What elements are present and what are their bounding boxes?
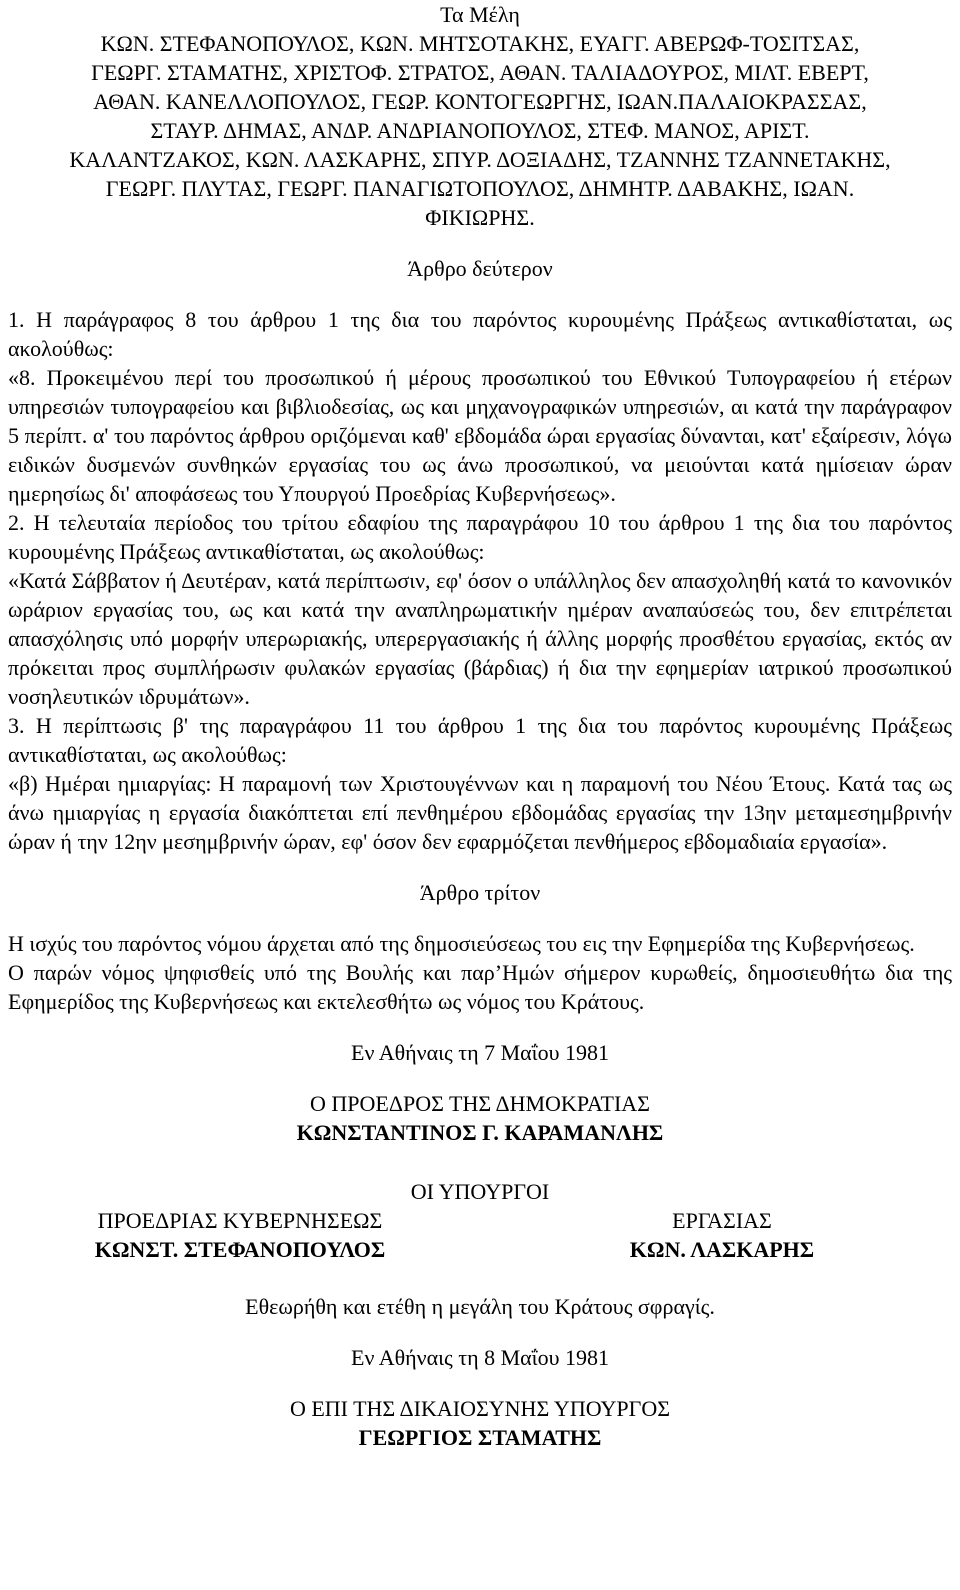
justice-minister-title: Ο ΕΠΙ ΤΗΣ ΔΙΚΑΙΟΣΥΝΗΣ ΥΠΟΥΡΓΟΣ <box>289 1396 671 1421</box>
article-2-heading: Άρθρο δεύτερον <box>407 256 553 281</box>
minister-signature-right <box>602 1206 842 1264</box>
members-line: ΦΙΚΙΩΡΗΣ. <box>425 205 535 230</box>
seal-statement: Εθεωρήθη και ετέθη η μεγάλη του Κράτους σφραγίς. <box>245 1294 715 1319</box>
members-line: ΓΕΩΡΓ. ΣΤΑΜΑΤΗΣ, ΧΡΙΣΤΟΦ. ΣΤΡΑΤΟΣ, ΑΘΑΝ. ΤΑΛΙΑΔΟΥΡΟΣ, ΜΙΛΤ. ΕΒΕΡΤ, <box>91 60 869 85</box>
members-section <box>8 0 952 232</box>
president-name: ΚΩΝΣΤΑΝΤΙΝΟΣ Γ. ΚΑΡΑΜΑΝΛΗΣ <box>296 1120 664 1145</box>
members-line: ΚΑΛΑΝΤΖΑΚΟΣ, ΚΩΝ. ΛΑΣΚΑΡΗΣ, ΣΠΥΡ. ΔΟΞΙΑΔΗΣ, ΤΖΑΝΝΗΣ ΤΖΑΝΝΕΤΑΚΗΣ, <box>69 147 891 172</box>
seal-date: Εν Αθήναις τη 8 Μαΐου 1981 <box>351 1345 609 1370</box>
minister-role: ΠΡΟΕΔΡΙΑΣ ΚΥΒΕΡΝΗΣΕΩΣ <box>97 1208 383 1233</box>
article-2-paragraph-2-intro: 2. Η τελευταία περίοδος του τρίτου εδαφίου της παραγράφου 10 του άρθρου 1 της δια του παρόντος κυρουμένης Πράξεως αντικαθίσταται, ως ακολούθως: <box>8 510 952 564</box>
article-3-heading: Άρθρο τρίτον <box>419 880 541 905</box>
article-2-paragraph-3-text: «β) Ημέραι ημιαργίας: Η παραμονή των Χριστουγέννων και η παραμονή του Νέου Έτους. Κατά τας ως άνω ημιαργίας η εργασία διακόπτεται επί πενθημέρου εβδομάδας εργασίας την 13ην μεταμεσημβρινήν ώραν ή την 12ην μεσημβρινήν ώραν, εφ' όσον δεν εφαρμόζεται πενθήμερος εβδομαδιαία εργασία». <box>8 771 952 854</box>
article-2-paragraph-2-text: «Κατά Σάββατον ή Δευτέραν, κατά περίπτωσιν, εφ' όσον ο υπάλληλος δεν απασχοληθή κατά το κανονικόν ωράριον εργασίας του, ως και κατά την αναπληρωματικήν ημέραν αναπαύσεώς του, δεν επιτρέπεται απασχόλησις υπό μορφήν υπερωριακής, υπερεργασιακής ή άλλης μορφής προσθέτου εργασίας, εκτός αν πρόκειται προς συμπλήρωσιν φυλακών εργασίας (βάρδιας) ή δια την εφημερίαν ιατρικού προσωπικού νοσηλευτικών ιδρυμάτων». <box>8 568 952 709</box>
members-line: ΑΘΑΝ. ΚΑΝΕΛΛΟΠΟΥΛΟΣ, ΓΕΩΡ. ΚΟΝΤΟΓΕΩΡΓΗΣ, ΙΩΑΝ.ΠΑΛΑΙΟΚΡΑΣΣΑΣ, <box>93 89 867 114</box>
members-line: ΣΤΑΥΡ. ΔΗΜΑΣ, ΑΝΔΡ. ΑΝΔΡΙΑΝΟΠΟΥΛΟΣ, ΣΤΕΦ. ΜΑΝΟΣ, ΑΡΙΣΤ. <box>150 118 810 143</box>
minister-name: ΚΩΝΣΤ. ΣΤΕΦΑΝΟΠΟΥΛΟΣ <box>94 1237 386 1262</box>
members-title: Τα Μέλη <box>440 2 520 27</box>
members-line: ΓΕΩΡΓ. ΠΛΥΤΑΣ, ΓΕΩΡΓ. ΠΑΝΑΓΙΩΤΟΠΟΥΛΟΣ, ΔΗΜΗΤΡ. ΔΑΒΑΚΗΣ, ΙΩΑΝ. <box>105 176 855 201</box>
document-page <box>8 0 952 1452</box>
ministers-signatures <box>8 1206 952 1270</box>
article-3-paragraph-2: Ο παρών νόμος ψηφισθείς υπό της Βουλής και παρ’Ημών σήμερον κυρωθείς, δημοσιευθήτω δια της Εφημερίδος της Κυβερνήσεως και εκτελεσθήτω ως νόμος του Κράτους. <box>8 960 952 1014</box>
article-2-paragraph-1-text: «8. Προκειμένου περί του προσωπικού ή μέρους προσωπικού του Εθνικού Τυπογραφείου ή ετέρων υπηρεσιών τυπογραφείου και βιβλιοδεσίας, ως και μηχανογραφικών υπηρεσιών, αι κατά την παράγραφον 5 περίπτ. α' του παρόντος άρθρου οριζόμεναι καθ' εβδομάδα ώραι εργασίας δύνανται, κατ' εξαίρεσιν, λόγω ειδικών δυσμενών συνθηκών εργασίας του ως άνω προσωπικού, να μειούνται κατά ημίσειαν ώραν ημερησίως δι' αποφάσεως του Υπουργού Προεδρίας Κυβερνήσεως». <box>8 365 952 506</box>
minister-name: ΚΩΝ. ΛΑΣΚΑΡΗΣ <box>629 1237 815 1262</box>
ministers-title: ΟΙ ΥΠΟΥΡΓΟΙ <box>410 1179 550 1204</box>
signing-date: Εν Αθήναις τη 7 Μαΐου 1981 <box>351 1040 609 1065</box>
article-2-paragraph-1-intro: 1. Η παράγραφος 8 του άρθρου 1 της δια του παρόντος κυρουμένης Πράξεως αντικαθίσταται, ως ακολούθως: <box>8 307 952 361</box>
article-2-paragraph-3-intro: 3. Η περίπτωσις β' της παραγράφου 11 του άρθρου 1 της δια του παρόντος κυρουμένης Πράξεως αντικαθίσταται, ως ακολούθως: <box>8 713 952 767</box>
minister-signature-left <box>60 1206 420 1264</box>
minister-role: ΕΡΓΑΣΙΑΣ <box>672 1208 772 1233</box>
article-3-paragraph-1: Η ισχύς του παρόντος νόμου άρχεται από της δημοσιεύσεως του εις την Εφημερίδα της Κυβερνήσεως. <box>8 931 915 956</box>
president-title: Ο ΠΡΟΕΔΡΟΣ ΤΗΣ ΔΗΜΟΚΡΑΤΙΑΣ <box>310 1091 650 1116</box>
justice-minister-name: ΓΕΩΡΓΙΟΣ ΣΤΑΜΑΤΗΣ <box>358 1425 602 1450</box>
members-line: ΚΩΝ. ΣΤΕΦΑΝΟΠΟΥΛΟΣ, ΚΩΝ. ΜΗΤΣΟΤΑΚΗΣ, ΕΥΑΓΓ. ΑΒΕΡΩΦ-ΤΟΣΙΤΣΑΣ, <box>100 31 860 56</box>
